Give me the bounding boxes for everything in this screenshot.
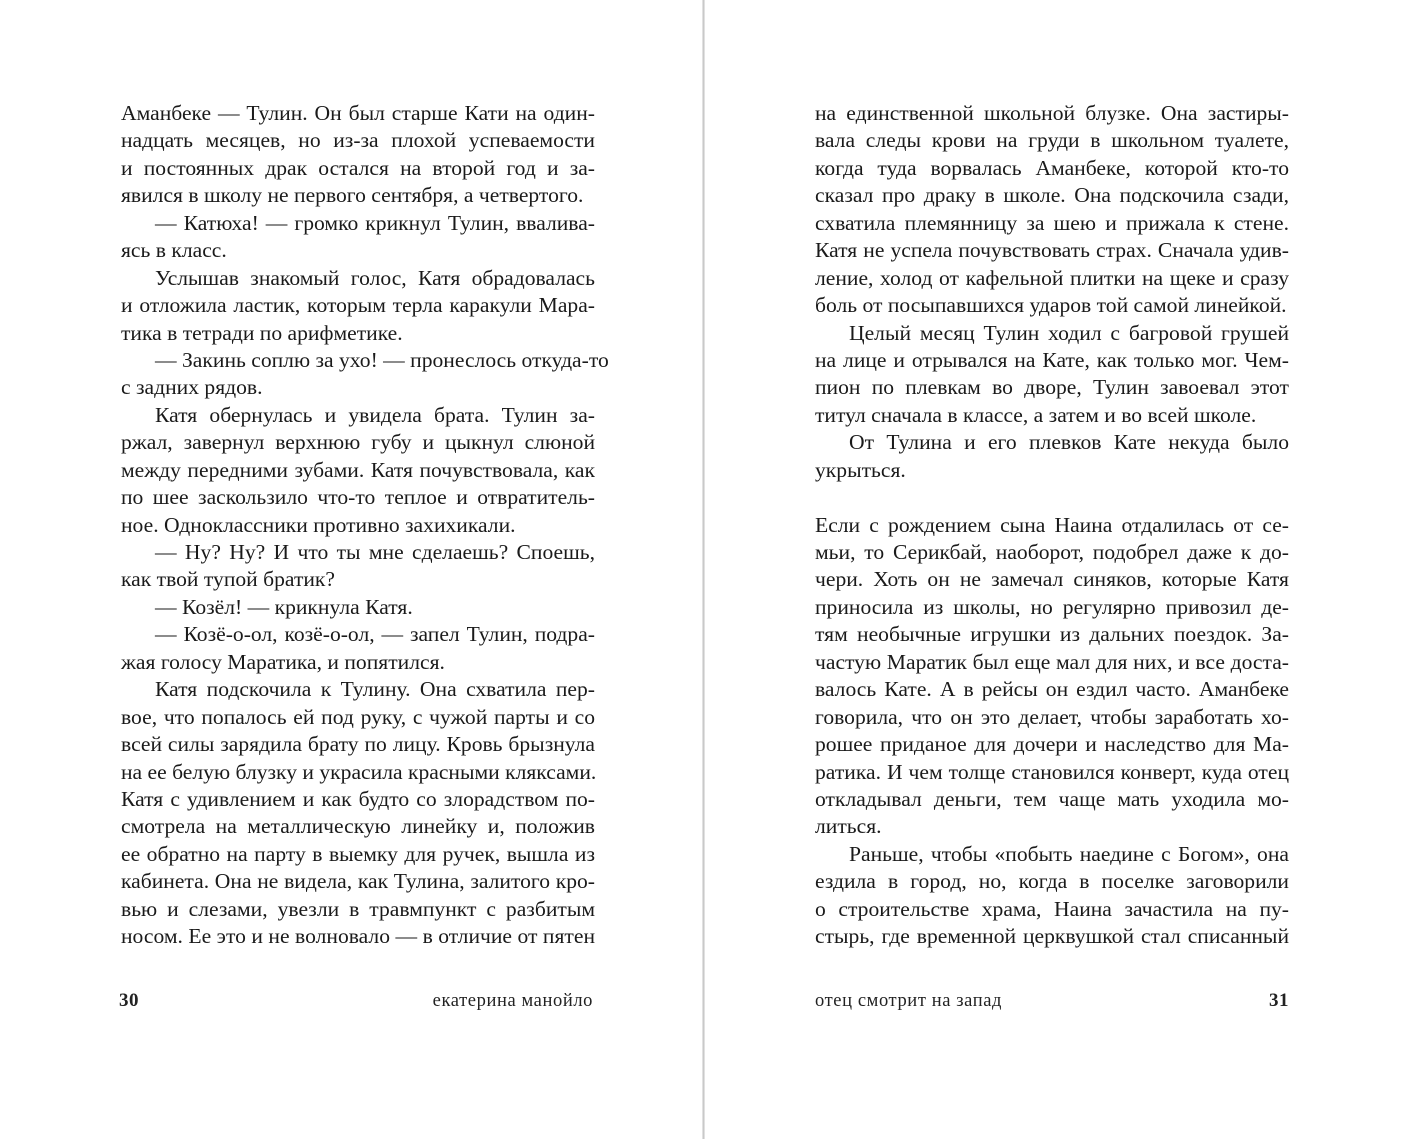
text-line: тика в тетради по арифметике. bbox=[121, 320, 403, 345]
text-line: Катя не успела почувствовать страх. Сначала удив- bbox=[815, 238, 1289, 263]
text-line: и отложила ластик, которым терла каракули Мара- bbox=[121, 293, 595, 318]
right-page bbox=[815, 100, 1289, 951]
text-line: чери. Хоть он не замечал синяков, которые Катя bbox=[815, 567, 1289, 592]
text-line: Катя подскочила к Тулину. Она схватила пер- bbox=[155, 677, 595, 702]
text-line: ржал, завернул верхнюю губу и цыкнул слюной bbox=[121, 430, 595, 455]
running-head-author: екатерина манойло bbox=[432, 991, 593, 1011]
text-line: схватила племянницу за шею и прижала к стене. bbox=[815, 210, 1289, 235]
text-line: говорила, что он это делает, чтобы заработать хо- bbox=[815, 704, 1289, 729]
text-line: ратика. И чем толще становился конверт, куда отец bbox=[815, 759, 1289, 784]
section-break bbox=[815, 484, 1289, 511]
text-line: титул сначала в классе, а затем и во всей школе. bbox=[815, 402, 1257, 427]
text-line: литься. bbox=[815, 814, 882, 839]
text-line: с задних рядов. bbox=[121, 375, 263, 400]
book-gutter-divider bbox=[702, 0, 705, 1139]
text-line: вала следы крови на груди в школьном туалете, bbox=[815, 128, 1289, 153]
right-page-footer bbox=[815, 990, 1289, 1016]
text-line: вью и слезами, увезли в травмпункт с разбитым bbox=[121, 896, 595, 921]
text-line: явился в школу не первого сентября, а четвертого. bbox=[121, 183, 584, 208]
text-line: — Козёл! — крикнула Катя. bbox=[155, 594, 413, 619]
text-line: валось Кате. А в рейсы он ездил часто. Аманбеке bbox=[815, 677, 1289, 702]
page-number-right: 31 bbox=[1269, 990, 1289, 1011]
text-line: жая голосу Маратика, и попятился. bbox=[121, 649, 445, 674]
text-line: — Козё-о-ол, козё-о-ол, — запел Тулин, подра- bbox=[155, 622, 595, 647]
text-line: стырь, где временной церквушкой стал списанный bbox=[815, 924, 1289, 949]
text-line: вое, что попалось ей под руку, с чужой парты и со bbox=[121, 704, 595, 729]
text-line: ее обратно на парту в выемку для ручек, вышла из bbox=[121, 841, 595, 866]
text-line: тям необычные игрушки из дальних поездок. За- bbox=[815, 622, 1289, 647]
text-line: — Ну? Ну? И что ты мне сделаешь? Споешь, bbox=[155, 540, 595, 564]
text-line: пион по плевкам во дворе, Тулин завоевал этот bbox=[815, 375, 1289, 400]
text-line: откладывал деньги, тем чаще мать уходила мо- bbox=[815, 786, 1289, 811]
text-line: — Катюха! — громко крикнул Тулин, ввалива- bbox=[155, 210, 595, 235]
right-page-body-text bbox=[815, 100, 1289, 951]
text-line: Услышав знакомый голос, Катя обрадовалась bbox=[155, 265, 595, 290]
running-head-title: отец смотрит на запад bbox=[815, 991, 1003, 1011]
text-line: ездила в город, но, когда в поселке заговорили bbox=[815, 869, 1289, 894]
text-line: на ее белую блузку и украсила красными кляксами. bbox=[121, 759, 597, 784]
text-line: всей силы зарядила брату по лицу. Кровь брызнула bbox=[121, 732, 595, 757]
page-number-left: 30 bbox=[119, 990, 139, 1011]
text-line: От Тулина и его плевков Кате некуда было bbox=[849, 430, 1289, 455]
text-line: ясь в класс. bbox=[121, 238, 227, 263]
text-line: Целый месяц Тулин ходил с багровой грушей bbox=[849, 320, 1289, 345]
text-line: ное. Одноклассники противно захихикали. bbox=[121, 512, 516, 537]
text-line: надцать месяцев, но из-за плохой успеваемости bbox=[121, 128, 595, 153]
text-line: Раньше, чтобы «побыть наедине с Богом», она bbox=[849, 841, 1289, 866]
text-line: Катя с удивлением и как будто со злорадством по- bbox=[121, 786, 595, 811]
text-line: приносила из школы, но регулярно привозил де- bbox=[815, 594, 1289, 619]
text-line: Если с рождением сына Наина отдалилась от се- bbox=[815, 512, 1289, 537]
text-line: на единственной школьной блузке. Она застиры- bbox=[815, 101, 1289, 125]
text-line: рошее приданое для дочери и наследство для Ма- bbox=[815, 732, 1289, 757]
text-line: Катя обернулась и увидела брата. Тулин за- bbox=[155, 402, 595, 427]
text-line: когда туда ворвалась Аманбеке, которой кто-то bbox=[815, 155, 1289, 180]
text-line: между передними зубами. Катя почувствовала, как bbox=[121, 457, 595, 482]
text-line: — Закинь соплю за ухо! — пронеслось откуда-то bbox=[155, 347, 609, 372]
text-line: Аманбеке — Тулин. Он был старше Кати на один- bbox=[121, 101, 595, 125]
text-line: мьи, то Серикбай, наоборот, подобрел даже к до- bbox=[815, 540, 1289, 564]
text-line: и постоянных драк остался на второй год и за- bbox=[121, 155, 595, 180]
text-line: частую Маратик был еще мал для них, и все доста- bbox=[815, 649, 1289, 674]
text-line: по шее заскользило что-то теплое и отвратитель- bbox=[121, 485, 595, 510]
text-line: как твой тупой братик? bbox=[121, 567, 336, 592]
left-page bbox=[121, 100, 609, 951]
text-line: сказал про драку в школе. Она подскочила сзади, bbox=[815, 183, 1289, 208]
text-line: укрыться. bbox=[815, 457, 906, 482]
text-line: носом. Ее это и не волновало — в отличие от пятен bbox=[121, 924, 595, 949]
text-line: о строительстве храма, Наина зачастила на пу- bbox=[815, 896, 1289, 921]
left-page-footer bbox=[119, 990, 593, 1016]
left-page-body-text bbox=[121, 100, 609, 951]
text-line: на лице и отрывался на Кате, как только мог. Чем- bbox=[815, 347, 1289, 372]
text-line: кабинета. Она не видела, как Тулина, залитого кро- bbox=[121, 869, 595, 894]
text-line: смотрела на металлическую линейку и, положив bbox=[121, 814, 595, 839]
text-line: ление, холод от кафельной плитки на щеке и сразу bbox=[815, 265, 1289, 290]
text-line: боль от посыпавшихся ударов той самой линейкой. bbox=[815, 293, 1287, 318]
